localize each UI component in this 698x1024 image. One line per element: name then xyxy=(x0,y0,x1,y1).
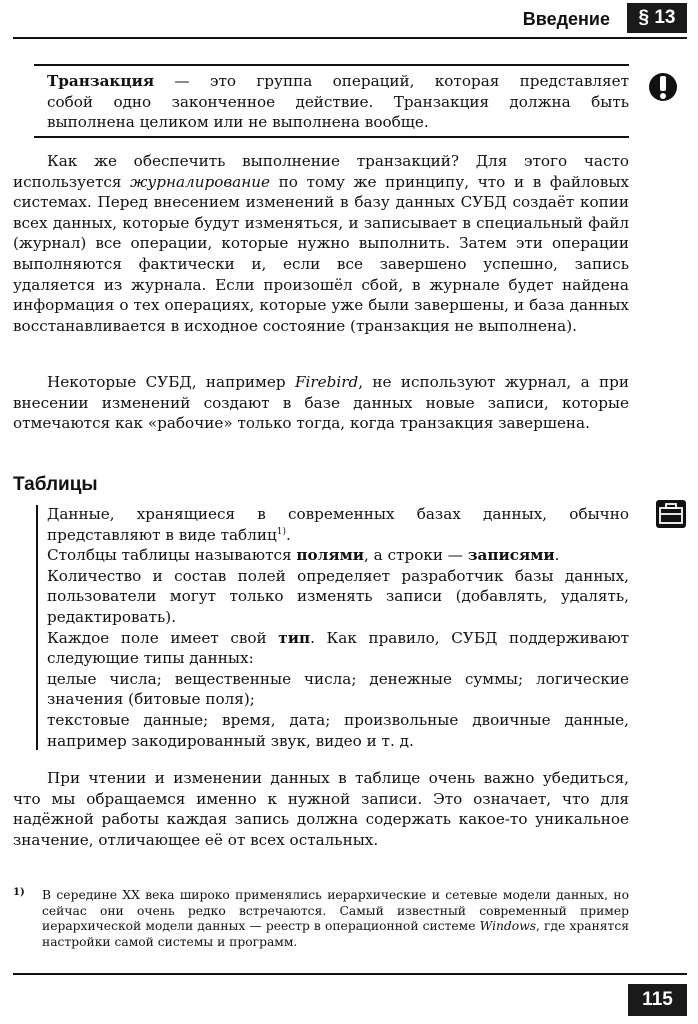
paragraph-unique-record: При чтении и изменении данных в таблице очень важно убедиться, что мы обращаемся именно к нужной записи. Это означает, что для надёжной работы каждая запись должна содержать какое-то уникальное значение, отличающее её от всех остальных. xyxy=(13,769,629,849)
tables-p2-c: , а строки — xyxy=(364,546,468,565)
tables-block-bar xyxy=(36,505,38,750)
tables-p4-c: . Как правило, СУБД поддерживают следующие типы данных: xyxy=(47,628,629,668)
paragraph-journaling xyxy=(13,151,629,336)
definition-text-line1: — это группа операций, которая представляет xyxy=(154,72,629,90)
tables-p1-text: Данные, хранящиеся в современных базах данных, обычно представляют в виде таблиц xyxy=(47,505,629,544)
paragraph-firebird-text-a: Некоторые СУБД, например xyxy=(47,373,295,391)
tables-paragraph-5: целые числа; вещественные числа; денежные суммы; логические значения (битовые поля); xyxy=(47,669,629,709)
definition-box xyxy=(47,71,629,133)
term-journaling: журналирование xyxy=(130,172,271,191)
section-number-badge xyxy=(627,3,687,33)
definition-text-line2: собой одно законченное действие. Транзакция должна быть xyxy=(47,92,629,111)
paragraph-journaling-text-b: по тому же принципу, что и в файловых системах. Перед внесением изменений в базу данных СУБД создаёт копии всех данных, которые будут изменяться, и записывает в специальный файл (журнал) все операции, которые нужно выполнить. Затем эти операции выполняются фактически и, если все завершено успешно, запись удаляется из журнала. Если произошёл сбой, в журнале будет найдена информация о тех операциях, которые уже были завершены, и база данных восстанавливается в исходное состояние (транзакция не выполнена). xyxy=(13,172,629,335)
section-heading-tables: Таблицы xyxy=(13,474,98,495)
header-section-title: Введение xyxy=(522,9,610,29)
tables-paragraph-3: Количество и состав полей определяет разработчик базы данных, пользователи могут только изменять записи (добавлять, удалять, редактировать). xyxy=(47,566,629,626)
page-number: 115 xyxy=(642,989,673,1010)
paragraph-firebird-text-b: , не используют журнал, а при внесении изменений создают в базе данных новые записи, которые отмечаются как «рабочие» только тогда, когда транзакция завершена. xyxy=(13,373,629,433)
paragraph-firebird xyxy=(13,372,629,434)
definition-top-rule xyxy=(34,64,629,66)
footnote xyxy=(13,888,629,950)
footnote-text-a: В середине XX века широко применялись иерархические и сетевые модели данных, но сейчас они очень редко встречаются. Самый известный современный пример иерархической модели данных — реестр в операционной системе xyxy=(42,888,629,933)
page-number-badge xyxy=(628,984,687,1016)
term-fields: полями xyxy=(296,546,365,565)
tables-p1-end: . xyxy=(285,525,291,544)
section-number: § 13 xyxy=(638,7,676,28)
term-windows: Windows xyxy=(479,919,537,933)
footnote-ref: 1) xyxy=(276,526,286,537)
header-rule xyxy=(13,37,687,39)
term-type: тип xyxy=(278,628,311,647)
paragraph-journaling-text-a: Как же обеспечить выполнение транзакций? Для этого часто используется xyxy=(13,152,629,191)
briefcase-icon xyxy=(656,500,686,528)
tables-p2-a: Столбцы таблицы называются xyxy=(47,546,297,565)
footer-rule xyxy=(13,973,687,975)
term-firebird: Firebird xyxy=(294,373,359,391)
tables-paragraph-2 xyxy=(47,545,629,566)
tables-p4-a: Каждое поле имеет свой xyxy=(47,628,279,647)
tables-paragraph-1 xyxy=(47,504,629,545)
footnote-marker: 1) xyxy=(13,887,25,898)
footnote-text xyxy=(42,888,629,950)
tables-paragraph-4 xyxy=(47,628,629,669)
exclamation-icon xyxy=(648,70,678,104)
term-records: записями xyxy=(467,546,555,565)
definition-term: Транзакция xyxy=(47,72,155,90)
tables-paragraph-6: текстовые данные; время, дата; произвольные двоичные данные, например закодированный звук, видео и т. д. xyxy=(47,710,629,750)
definition-text-line3: выполнена целиком или не выполнена вообще. xyxy=(47,113,429,132)
tables-p2-e: . xyxy=(554,546,560,565)
tables-block xyxy=(47,504,629,751)
footnote-text-b: , где хранятся настройки самой системы и программ. xyxy=(42,919,629,949)
definition-bottom-rule xyxy=(34,136,629,138)
